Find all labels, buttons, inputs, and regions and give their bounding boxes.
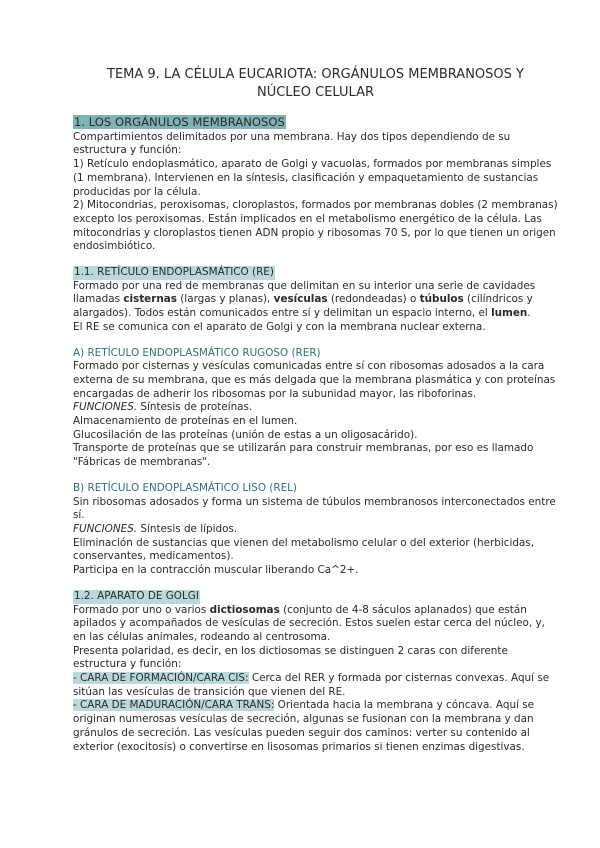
bold-term: dictiosomas <box>209 603 280 616</box>
paragraph <box>73 401 558 415</box>
text-run: (redondeadas) o <box>327 293 420 306</box>
section-organulos <box>73 115 558 254</box>
text-run: Síntesis de proteínas. <box>137 401 253 414</box>
subheading: B) RETÍCULO ENDOPLASMÁTICO LISO (REL) <box>73 481 297 494</box>
paragraph: Glucosilación de las proteínas (unión de estas a un oligosacárido). <box>73 428 418 441</box>
paragraph: 2) Mitocondrias, peroxisomas, cloroplastos, formados por membranas dobles (2 membranas) excepto los peroxisomas. Están implicados en el metabolismo energético de la célula. Las mitocondrias y cloroplastos tienen ADN propio y ribosomas 70 S, por lo que tienen un origen endosimbiótico. <box>73 199 558 253</box>
text-run: (largas y planas), <box>176 293 274 306</box>
paragraph: Presenta polaridad, es decir, en los dictiosomas se distinguen 2 caras con diferente estructura y función: <box>73 644 508 671</box>
subsection-heading: 1.2. APARATO DE GOLGI <box>74 589 199 602</box>
paragraph <box>73 523 558 537</box>
bold-term: vesículas <box>273 293 328 306</box>
paragraph: Sin ribosomas adosados y forma un sistema de túbulos membranosos interconectados entre sí. <box>73 495 556 522</box>
section-golgi <box>73 590 558 754</box>
text-run: . <box>527 307 531 320</box>
text-run: Formado por una red de membranas que delimitan en su interior una serie de cavidades llamadas <box>73 279 536 306</box>
paragraph: Formado por cisternas y vesículas comunicadas entre sí con ribosomas adosados a la cara externa de su membrana, que es más delgada que la membrana plasmática y con proteínas encargadas de adherir los ribosomas por la subunidad mayor, las riboforinas. <box>73 360 556 400</box>
text-run: Síntesis de lípidos. <box>137 522 238 535</box>
text-run: Formado por uno o varios <box>73 603 210 616</box>
subheading: A) RETÍCULO ENDOPLASMÁTICO RUGOSO (RER) <box>73 346 321 359</box>
section-reticulo <box>73 266 558 335</box>
highlighted-label: - CARA DE MADURACIÓN/CARA TRANS: <box>73 699 275 712</box>
paragraph: Almacenamiento de proteínas en el lumen. <box>73 415 298 428</box>
bold-term: lumen <box>491 307 528 320</box>
text-run: Orientada hacia la membrana y cóncava. Aquí se originan numerosas vesículas de secreción, algunas se fusionan con la membrana y dan gránulos de secreción. Las vesículas pueden seguir dos caminos: verter su contenido al exterior (exocitosis) o convertirse en lisosomas primarios si tienen enzimas digestivas. <box>73 699 535 753</box>
paragraph: Transporte de proteínas que se utilizarán para construir membranas, por eso es llamado "Fábricas de membranas". <box>73 442 534 469</box>
paragraph: Compartimientos delimitados por una membrana. Hay dos tipos dependiendo de su estructura y función: <box>73 130 511 157</box>
bold-term: cisternas <box>123 293 177 306</box>
paragraph: El RE se comunica con el aparato de Golgi y con la membrana nuclear externa. <box>73 320 486 333</box>
section-rer <box>73 347 558 470</box>
section-rel <box>73 482 558 578</box>
paragraph: 1) Retículo endoplasmático, aparato de Golgi y vacuolas, formados por membranas simples (1 membrana). Intervienen en la síntesis, clasificación y empaquetamiento de sustancias producidas por la célula. <box>73 158 552 198</box>
section-heading: 1. LOS ORGÁNULOS MEMBRANOSOS <box>74 115 285 129</box>
functions-label: FUNCIONES. <box>73 522 138 535</box>
functions-label: FUNCIONES. <box>73 401 138 414</box>
paragraph <box>73 699 558 754</box>
bold-term: túbulos <box>419 293 464 306</box>
paragraph: Participa en la contracción muscular liberando Ca^2+. <box>73 564 359 577</box>
paragraph <box>73 672 558 699</box>
document-title: TEMA 9. LA CÉLULA EUCARIOTA: ORGÁNULOS MEMBRANOSOS Y NÚCLEO CELULAR <box>107 67 524 100</box>
paragraph: Eliminación de sustancias que vienen del metabolismo celular o del exterior (herbicidas, conservantes, medicamentos). <box>73 536 535 563</box>
text-run: Cerca del RER y formada por cisternas convexas. Aquí se sitúan las vesículas de transición que vienen del RE. <box>73 672 550 698</box>
subsection-heading: 1.1. RETÍCULO ENDOPLASMÁTICO (RE) <box>74 266 274 279</box>
paragraph <box>73 280 558 321</box>
text-run: (cilíndricos y alargados). Todos están comunicados entre sí y delimitan un espacio interno, el <box>73 293 533 320</box>
paragraph <box>73 604 558 645</box>
text-run: (conjunto de 4-8 sáculos aplanados) que están apilados y acompañados de vesículas de secreción. Estos suelen estar cerca del núcleo, y, en las células animales, rodeando al centrosoma. <box>73 603 545 643</box>
highlighted-label: - CARA DE FORMACIÓN/CARA CIS: <box>73 672 249 685</box>
